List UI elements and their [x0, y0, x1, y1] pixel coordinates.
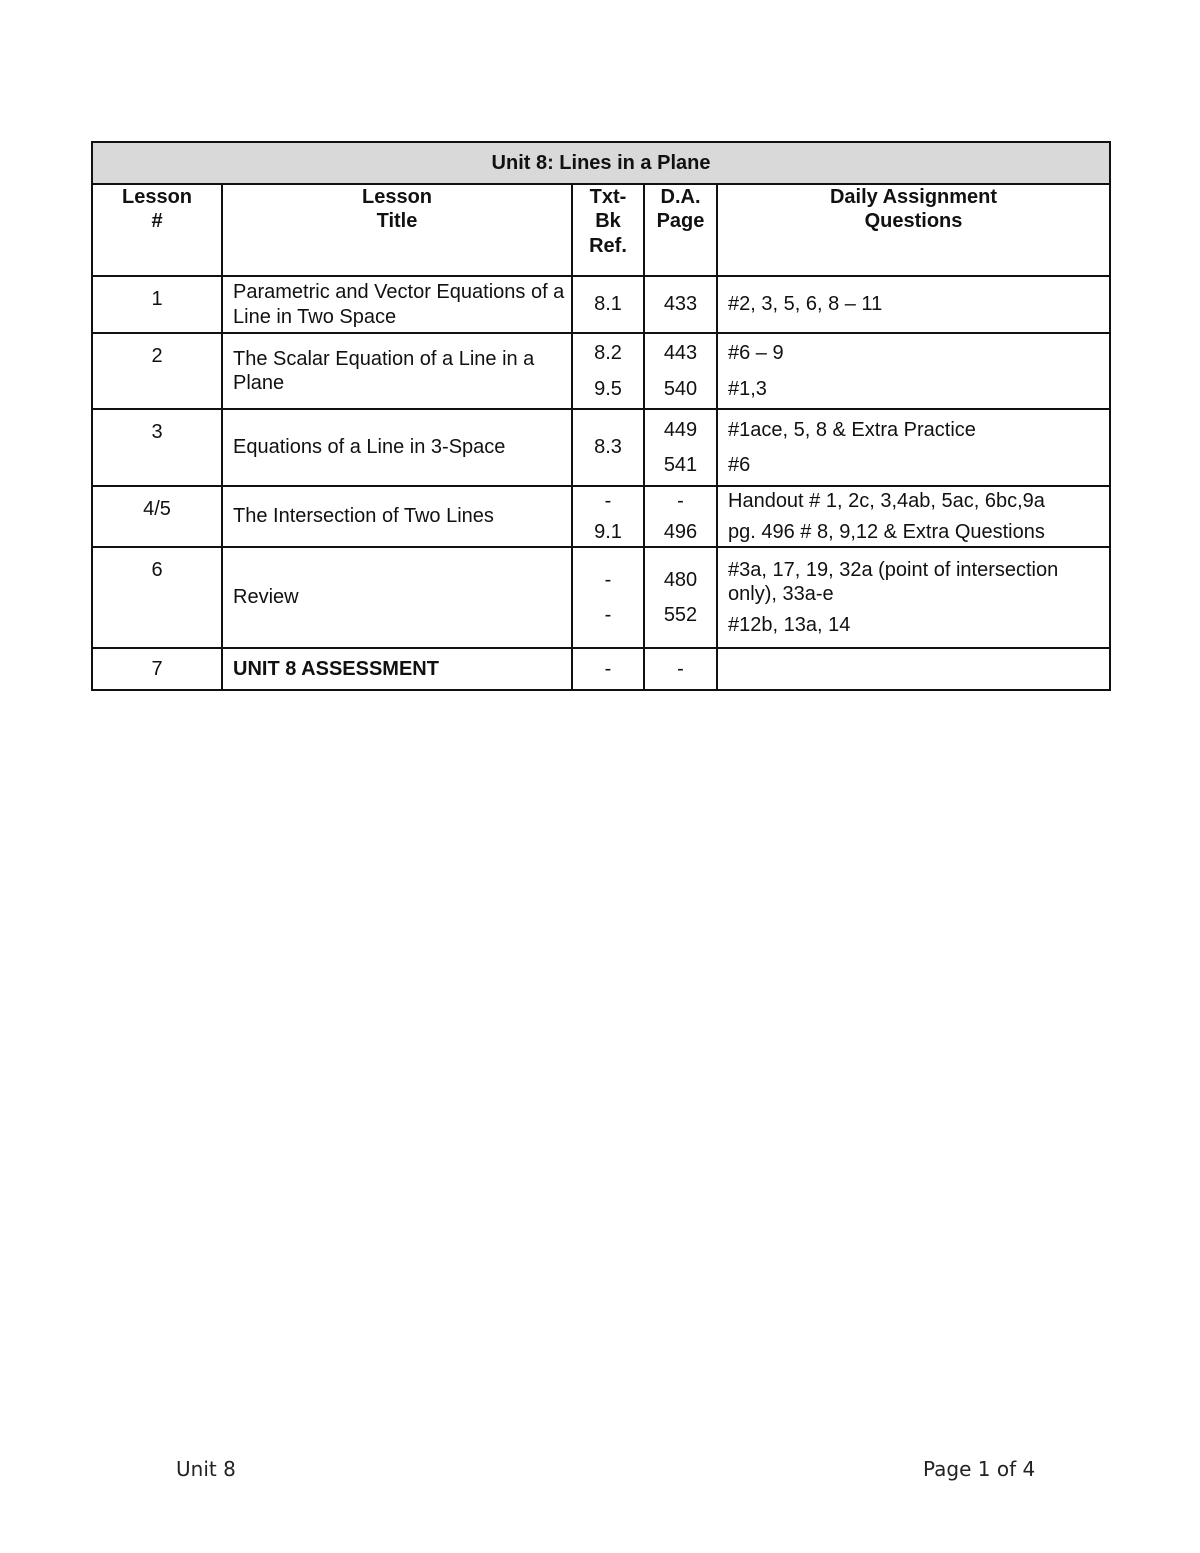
lesson-number: 2 [92, 333, 222, 409]
header-da-page: D.A. Page [644, 184, 717, 276]
header-daily-assignment: Daily Assignment Questions [717, 184, 1110, 276]
lesson-number: 1 [92, 276, 222, 333]
lesson-title: Review [222, 547, 572, 648]
da-page: 480 552 [644, 547, 717, 648]
assignment-questions: #6 – 9 #1,3 [717, 333, 1110, 409]
header-lesson-title: Lesson Title [222, 184, 572, 276]
assignment-questions: #2, 3, 5, 6, 8 – 11 [717, 276, 1110, 333]
header-lesson-number: Lesson # [92, 184, 222, 276]
lesson-title: Parametric and Vector Equations of a Line in Two Space [222, 276, 572, 333]
textbook-ref: - - [572, 547, 644, 648]
header-textbook-ref: Txt- Bk Ref. [572, 184, 644, 276]
da-page: - 496 [644, 486, 717, 547]
lesson-title: The Intersection of Two Lines [222, 486, 572, 547]
table-row [92, 333, 1110, 409]
lesson-title: UNIT 8 ASSESSMENT [222, 648, 572, 690]
assignment-questions: #1ace, 5, 8 & Extra Practice #6 [717, 409, 1110, 486]
table-row [92, 547, 1110, 648]
textbook-ref: 8.2 9.5 [572, 333, 644, 409]
lesson-title: Equations of a Line in 3-Space [222, 409, 572, 486]
assignment-questions: #3a, 17, 19, 32a (point of intersection only), 33a-e #12b, 13a, 14 [717, 547, 1110, 648]
header-row [92, 184, 1110, 276]
assignment-questions: Handout # 1, 2c, 3,4ab, 5ac, 6bc,9a pg. 496 # 8, 9,12 & Extra Questions [717, 486, 1110, 547]
lesson-number: 4/5 [92, 486, 222, 547]
assignment-questions [717, 648, 1110, 690]
textbook-ref: 8.1 [572, 276, 644, 333]
table-row [92, 409, 1110, 486]
textbook-ref: 8.3 [572, 409, 644, 486]
da-page: 443 540 [644, 333, 717, 409]
lesson-number: 6 [92, 547, 222, 648]
table-row [92, 648, 1110, 690]
da-page: 433 [644, 276, 717, 333]
da-page: 449 541 [644, 409, 717, 486]
textbook-ref: - 9.1 [572, 486, 644, 547]
lesson-title: The Scalar Equation of a Line in a Plane [222, 333, 572, 409]
lesson-number: 7 [92, 648, 222, 690]
table-row [92, 486, 1110, 547]
textbook-ref: - [572, 648, 644, 690]
table-row [92, 276, 1110, 333]
unit-schedule-table [91, 141, 1111, 691]
da-page: - [644, 648, 717, 690]
table-title: Unit 8: Lines in a Plane [92, 142, 1110, 184]
footer-unit-label: Unit 8 [176, 1457, 236, 1481]
footer-page-number: Page 1 of 4 [923, 1457, 1036, 1481]
lesson-number: 3 [92, 409, 222, 486]
